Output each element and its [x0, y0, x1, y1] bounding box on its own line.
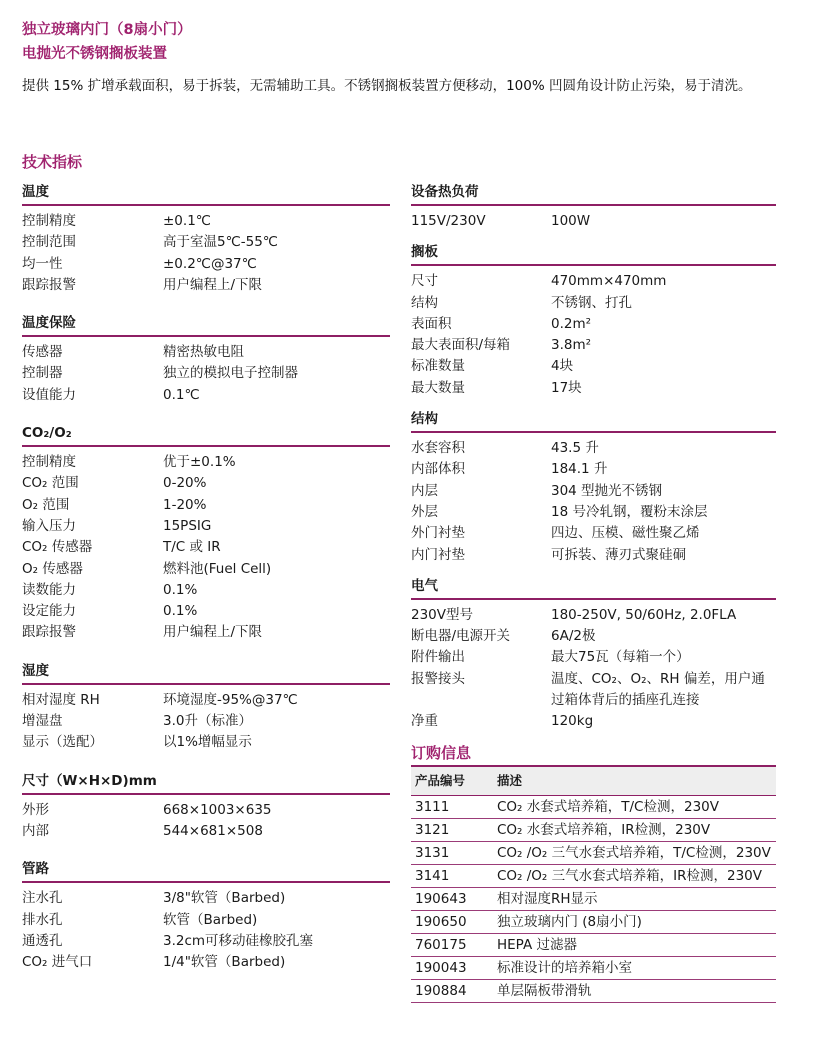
section-title: CO₂/O₂: [22, 421, 390, 447]
spec-value: 120kg: [551, 713, 594, 730]
spec-value: 温度、CO₂、O₂、RH 偏差，用户通过箱体背后的插座孔连接: [551, 670, 765, 709]
spec-label: 230V型号: [411, 606, 474, 623]
product-code: 190884: [415, 982, 467, 999]
spec-value: T/C 或 IR: [163, 539, 221, 556]
spec-label: 标准数量: [411, 358, 465, 375]
spec-row: [22, 495, 390, 516]
spec-value: 668×1003×635: [163, 801, 272, 818]
spec-row: [22, 601, 390, 622]
spec-value: 0.1%: [163, 603, 198, 620]
spec-label: 结构: [411, 294, 438, 311]
spec-row: [411, 502, 776, 523]
spec-value: 184.1 升: [551, 461, 608, 478]
order-row: [411, 796, 776, 819]
spec-rows: [411, 433, 776, 568]
spec-value: 用户编程上/下限: [163, 624, 263, 641]
spec-value: 4块: [551, 358, 574, 375]
spec-row: [22, 931, 390, 952]
spec-row: [22, 537, 390, 558]
product-code: 3141: [415, 867, 450, 884]
page-header: [22, 18, 192, 66]
spec-label: 控制范围: [22, 234, 76, 251]
spec-label: 输入压力: [22, 517, 76, 534]
spec-value: 470mm×470mm: [551, 273, 667, 290]
spec-label: 表面积: [411, 315, 452, 332]
spec-value: 高于室温5℃-55℃: [163, 234, 278, 251]
spec-value: 100W: [551, 213, 591, 229]
spec-rows: [22, 883, 390, 975]
spec-label: O₂ 范围: [22, 496, 70, 513]
spec-value: 优于±0.1%: [163, 454, 236, 471]
title-line-1: 独立玻璃内门（8扇小门）: [22, 22, 192, 38]
section-title: 电气: [411, 574, 776, 600]
spec-row: [411, 626, 776, 647]
spec-row: [411, 711, 776, 732]
spec-rows: [22, 795, 390, 845]
spec-row: [411, 459, 776, 480]
spec-value: 15PSIG: [163, 517, 212, 534]
spec-row: [22, 363, 390, 384]
order-table-header: [411, 767, 776, 796]
intro-paragraph: 提供 15% 扩增承载面积，易于拆装，无需辅助工具。不锈钢搁板装置方便移动，100% 凹圆角设计防止污染，易于清洗。: [22, 78, 752, 94]
spec-row: [22, 452, 390, 473]
spec-value: 最大75瓦（每箱一个）: [551, 649, 690, 666]
spec-label: 附件输出: [411, 649, 465, 666]
spec-value: 544×681×508: [163, 822, 263, 839]
right-spec-column: [411, 180, 776, 1003]
spec-value: 3.0升（标准）: [163, 713, 252, 730]
order-row: [411, 934, 776, 957]
spec-label: 设值能力: [22, 386, 76, 403]
spec-label: 尺寸: [411, 273, 438, 290]
section-title: 湿度: [22, 659, 390, 685]
spec-row: [411, 378, 776, 399]
spec-row: [22, 910, 390, 931]
product-code: 190643: [415, 890, 467, 907]
product-code: 3121: [415, 821, 450, 838]
spec-value: 0-20%: [163, 475, 207, 492]
spec-value: 环境湿度-95%@37℃: [163, 691, 298, 708]
spec-rows: [22, 447, 390, 646]
spec-row: [22, 821, 390, 842]
product-description: 单层隔板带滑轨: [497, 982, 592, 999]
spec-value: 0.2m²: [551, 315, 592, 332]
spec-row: [411, 481, 776, 502]
spec-row: [22, 342, 390, 363]
spec-value: 四边、压模、磁性聚乙烯: [551, 525, 700, 542]
spec-label: 通透孔: [22, 932, 63, 949]
spec-rows: [411, 600, 776, 735]
product-description: 相对湿度RH显示: [497, 890, 598, 907]
spec-label: 增湿盘: [22, 713, 63, 730]
spec-value: 软管（Barbed): [163, 911, 258, 928]
spec-label: 最大数量: [411, 379, 465, 396]
spec-label: 显示（选配）: [22, 734, 103, 751]
spec-rows: [22, 206, 390, 298]
product-description: CO₂ /O₂ 三气水套式培养箱，T/C检测，230V: [497, 844, 771, 861]
title-line-2: 电抛光不锈钢搁板装置: [22, 46, 167, 62]
spec-label: 排水孔: [22, 911, 63, 928]
spec-row: [411, 335, 776, 356]
spec-label: 相对湿度 RH: [22, 691, 100, 708]
spec-row: [411, 669, 776, 712]
spec-rows: [411, 266, 776, 401]
spec-value: 18 号冷轧钢，覆粉末涂层: [551, 503, 708, 520]
section-title: 管路: [22, 857, 390, 883]
spec-row: [22, 622, 390, 643]
spec-row: [411, 293, 776, 314]
spec-label: 控制精度: [22, 454, 76, 471]
spec-label: 115V/230V: [411, 213, 486, 229]
product-description: HEPA 过滤器: [497, 936, 577, 953]
spec-value: ±0.1℃: [163, 213, 211, 229]
spec-value: 燃料池(Fuel Cell): [163, 560, 272, 577]
product-description: CO₂ /O₂ 三气水套式培养箱，IR检测，230V: [497, 867, 762, 884]
order-row: [411, 888, 776, 911]
spec-row: [22, 516, 390, 537]
section-title: 搁板: [411, 240, 776, 266]
spec-label: 报警接头: [411, 670, 465, 687]
tech-specs-title: 技术指标: [22, 153, 83, 171]
spec-rows: [22, 337, 390, 408]
product-description: CO₂ 水套式培养箱，IR检测，230V: [497, 821, 711, 838]
spec-row: [411, 523, 776, 544]
spec-rows: [411, 206, 776, 234]
spec-row: [411, 545, 776, 566]
spec-value: 3.2cm可移动硅橡胶孔塞: [163, 932, 314, 949]
spec-value: 3.8m²: [551, 337, 592, 354]
spec-label: 控制器: [22, 365, 63, 382]
left-spec-column: [22, 180, 390, 975]
spec-value: 180-250V, 50/60Hz, 2.0FLA: [551, 606, 737, 623]
spec-label: 注水孔: [22, 890, 63, 907]
spec-value: 17块: [551, 379, 582, 396]
order-table: [411, 767, 776, 1003]
order-row: [411, 819, 776, 842]
spec-label: 外门衬垫: [411, 525, 465, 542]
spec-label: CO₂ 进气口: [22, 954, 93, 971]
spec-rows: [22, 685, 390, 756]
spec-label: 读数能力: [22, 581, 76, 598]
spec-row: [22, 211, 390, 232]
spec-row: [22, 690, 390, 711]
spec-label: CO₂ 传感器: [22, 539, 93, 556]
product-description: 独立玻璃内门 (8扇小门): [497, 913, 642, 930]
spec-row: [22, 952, 390, 973]
order-row: [411, 980, 776, 1003]
spec-label: 外层: [411, 503, 438, 520]
product-description: 标准设计的培养箱小室: [497, 959, 632, 976]
spec-label: 内门衬垫: [411, 546, 465, 563]
spec-row: [411, 271, 776, 292]
spec-value: 以1%增幅显示: [163, 734, 252, 751]
product-code: 760175: [415, 936, 467, 953]
col-header-desc: 描述: [497, 772, 523, 788]
spec-value: 304 型抛光不锈钢: [551, 482, 663, 499]
spec-label: 控制精度: [22, 213, 76, 229]
spec-value: 0.1℃: [163, 386, 200, 403]
spec-row: [22, 732, 390, 753]
spec-value: 3/8"软管（Barbed): [163, 890, 286, 907]
spec-label: 设定能力: [22, 603, 76, 620]
spec-value: 43.5 升: [551, 440, 599, 457]
order-row: [411, 911, 776, 934]
spec-row: [22, 275, 390, 296]
section-title: 温度: [22, 180, 390, 206]
product-code: 3131: [415, 844, 450, 861]
product-description: CO₂ 水套式培养箱，T/C检测，230V: [497, 798, 719, 815]
spec-value: 6A/2极: [551, 628, 596, 645]
spec-value: ±0.2℃@37℃: [163, 255, 257, 272]
product-code: 3111: [415, 798, 450, 815]
spec-row: [411, 314, 776, 335]
col-header-code: 产品编号: [415, 772, 466, 788]
spec-label: 净重: [411, 713, 438, 730]
spec-label: 水套容积: [411, 440, 465, 457]
section-title: 设备热负荷: [411, 180, 776, 206]
section-title: 尺寸（W×H×D)mm: [22, 769, 390, 795]
spec-row: [22, 254, 390, 275]
spec-row: [22, 800, 390, 821]
spec-value: 不锈钢、打孔: [551, 294, 632, 311]
spec-row: [22, 559, 390, 580]
spec-row: [411, 356, 776, 377]
order-row: [411, 842, 776, 865]
spec-label: CO₂ 范围: [22, 475, 79, 492]
spec-label: 内部: [22, 822, 49, 839]
order-row: [411, 865, 776, 888]
product-code: 190043: [415, 959, 467, 976]
spec-label: 跟踪报警: [22, 276, 76, 293]
spec-value: 1-20%: [163, 496, 207, 513]
spec-label: 外形: [22, 801, 49, 818]
spec-value: 用户编程上/下限: [163, 276, 263, 293]
spec-label: 传感器: [22, 344, 63, 361]
spec-label: 内层: [411, 482, 438, 499]
spec-row: [22, 580, 390, 601]
spec-row: [22, 711, 390, 732]
order-row: [411, 957, 776, 980]
product-code: 190650: [415, 913, 467, 930]
spec-label: 最大表面积/每箱: [411, 337, 511, 354]
spec-label: 跟踪报警: [22, 624, 76, 641]
spec-label: 断电器/电源开关: [411, 628, 511, 645]
spec-value: 1/4"软管（Barbed): [163, 954, 286, 971]
section-title: 结构: [411, 407, 776, 433]
spec-label: O₂ 传感器: [22, 560, 83, 577]
spec-row: [411, 211, 776, 232]
spec-row: [411, 438, 776, 459]
spec-row: [22, 385, 390, 406]
spec-row: [411, 605, 776, 626]
spec-row: [22, 473, 390, 494]
spec-value: 独立的模拟电子控制器: [163, 365, 298, 382]
spec-row: [22, 888, 390, 909]
section-title: 温度保险: [22, 311, 390, 337]
spec-row: [22, 232, 390, 253]
spec-label: 内部体积: [411, 461, 465, 478]
spec-value: 精密热敏电阻: [163, 344, 244, 361]
spec-row: [411, 647, 776, 668]
order-info-title: 订购信息: [411, 741, 776, 767]
spec-label: 均一性: [22, 255, 63, 272]
spec-value: 可拆装、薄刃式聚硅硐: [551, 546, 686, 563]
spec-value: 0.1%: [163, 581, 198, 598]
